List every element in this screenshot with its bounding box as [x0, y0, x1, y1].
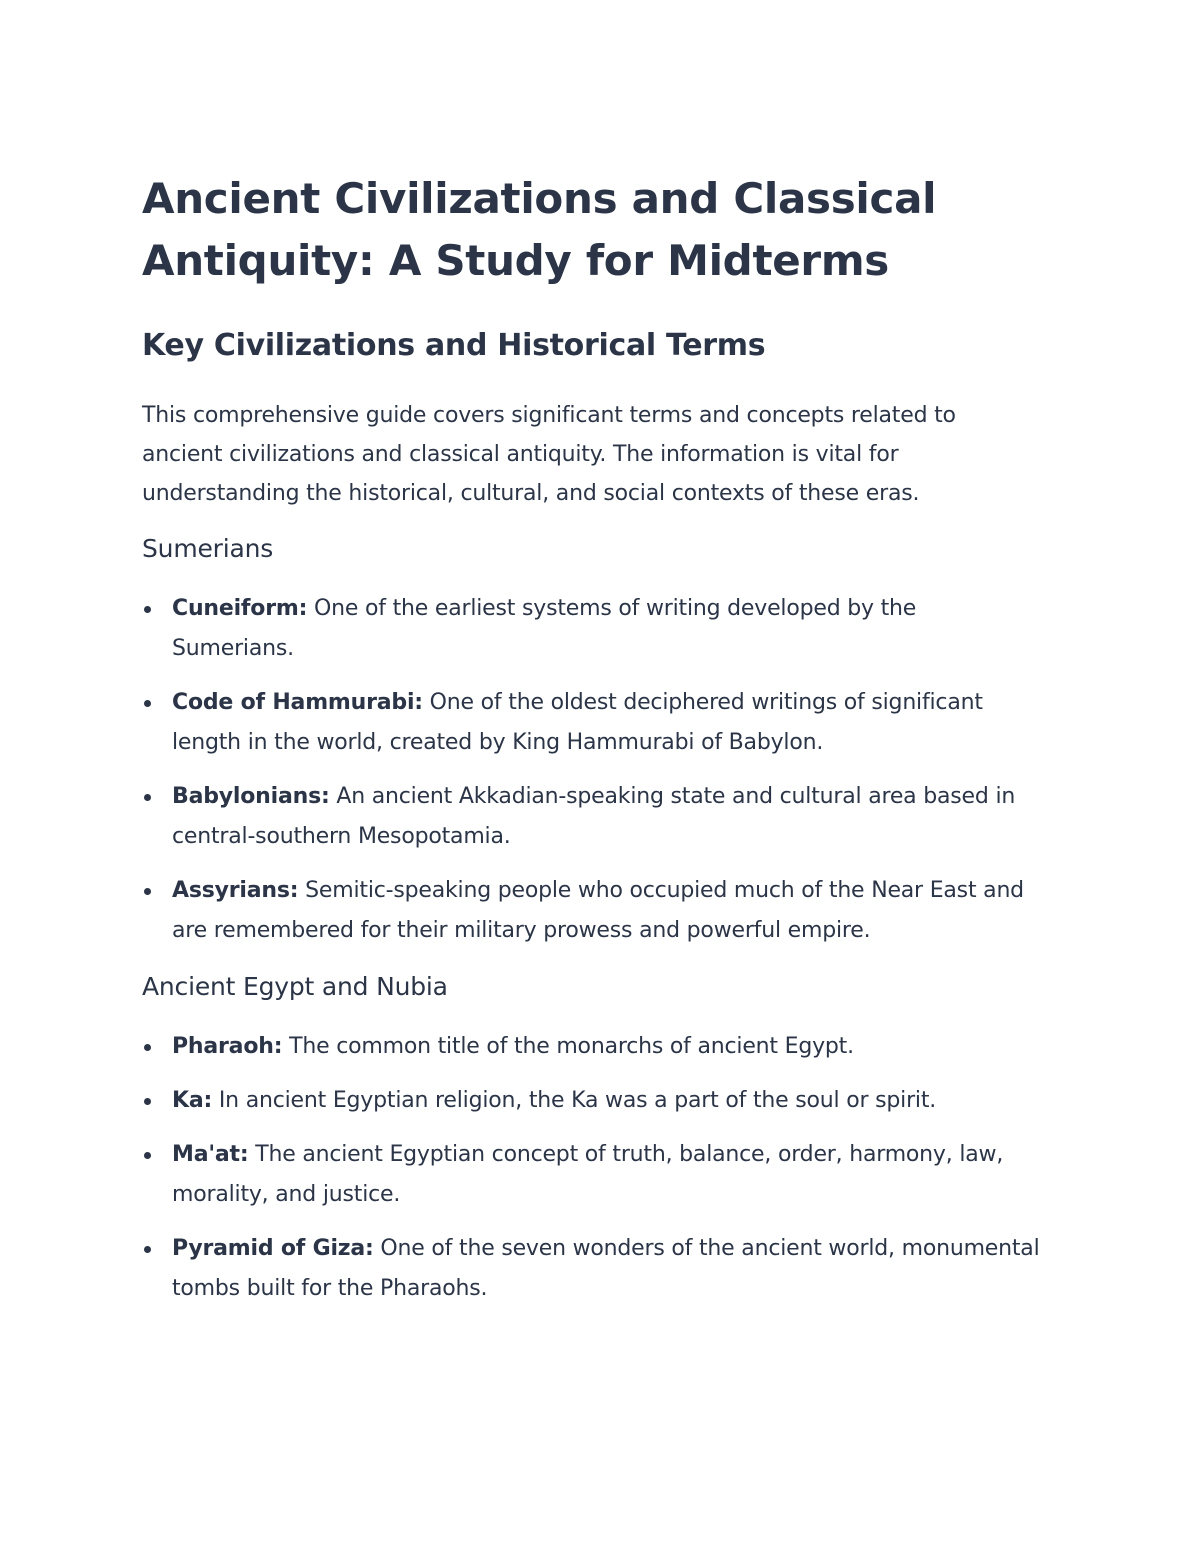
bullet-icon	[144, 700, 151, 707]
list-item	[142, 871, 1042, 951]
term-list-egypt-nubia	[142, 1027, 1042, 1309]
term-list-sumerians	[142, 589, 1042, 951]
term-name: Pharaoh:	[172, 1034, 283, 1059]
bullet-icon	[144, 606, 151, 613]
section-heading-egypt-nubia: Ancient Egypt and Nubia	[142, 972, 448, 1001]
bullet-icon	[144, 794, 151, 801]
term-name: Pyramid of Giza:	[172, 1236, 374, 1261]
term-definition: The ancient Egyptian concept of truth, balance, order, harmony, law, morality, and justice.	[172, 1142, 1004, 1207]
term-definition: Semitic-speaking people who occupied much of the Near East and are remembered for their military prowess and powerful empire.	[172, 878, 1024, 943]
list-item	[142, 589, 1042, 669]
document-title: Ancient Civilizations and Classical Antiquity: A Study for Midterms	[142, 174, 937, 285]
term-name: Ma'at:	[172, 1142, 249, 1167]
list-item	[142, 1135, 1042, 1215]
term-name: Ka:	[172, 1088, 213, 1113]
term-definition: One of the oldest deciphered writings of significant length in the world, created by King Hammurabi of Babylon.	[172, 690, 983, 755]
bullet-icon	[144, 1246, 151, 1253]
bullet-icon	[144, 1098, 151, 1105]
document-page	[142, 168, 1042, 1323]
term-definition: One of the earliest systems of writing developed by the Sumerians.	[172, 596, 917, 661]
section-heading-sumerians: Sumerians	[142, 534, 274, 563]
list-item	[142, 777, 1042, 857]
list-item	[142, 1229, 1042, 1309]
term-definition: One of the seven wonders of the ancient world, monumental tombs built for the Pharaohs.	[172, 1236, 1040, 1301]
intro-paragraph: This comprehensive guide covers significant terms and concepts related to ancient civilizations and classical antiquity. The information is vital for understanding the historical, cultural, and social contexts of these eras.	[142, 403, 956, 506]
bullet-icon	[144, 888, 151, 895]
term-definition: An ancient Akkadian-speaking state and cultural area based in central-southern Mesopotamia.	[172, 784, 1016, 849]
term-name: Babylonians:	[172, 784, 330, 809]
document-subtitle: Key Civilizations and Historical Terms	[142, 328, 766, 363]
term-name: Code of Hammurabi:	[172, 690, 423, 715]
term-name: Assyrians:	[172, 878, 299, 903]
term-definition: In ancient Egyptian religion, the Ka was a part of the soul or spirit.	[212, 1088, 937, 1113]
term-definition: The common title of the monarchs of ancient Egypt.	[282, 1034, 854, 1059]
bullet-icon	[144, 1152, 151, 1159]
list-item	[142, 1027, 1042, 1067]
bullet-icon	[144, 1044, 151, 1051]
list-item	[142, 683, 1042, 763]
list-item	[142, 1081, 1042, 1121]
term-name: Cuneiform:	[172, 596, 308, 621]
